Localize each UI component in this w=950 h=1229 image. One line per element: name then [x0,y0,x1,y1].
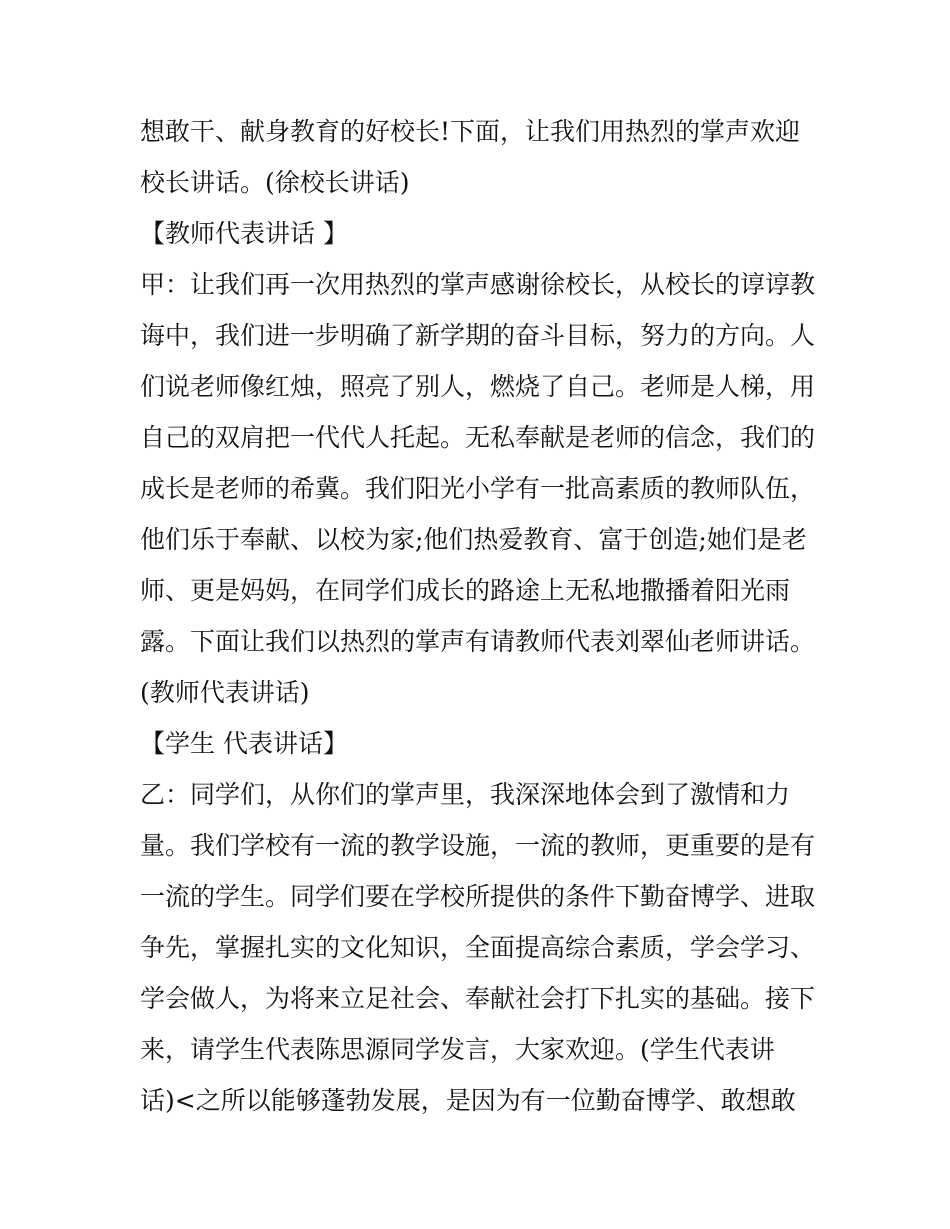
text-line: 来，请学生代表陈思源同学发言，大家欢迎。(学生代表讲 [140,1035,775,1064]
section-heading: 【教师代表讲话 】 [140,219,348,248]
text-line: 露。下面让我们以热烈的掌声有请教师代表刘翠仙老师讲话。 [140,627,816,656]
text-line: 校长讲话。(徐校长讲话) [140,168,410,197]
text-line: 话)<之所以能够蓬勃发展，是因为有一位勤奋博学、敢想敢 [140,1086,796,1115]
text-line: 自己的双肩把一代代人托起。无私奉献是老师的信念，我们的 [140,423,816,452]
text-line: 乙：同学们，从你们的掌声里，我深深地体会到了激情和力 [140,780,791,809]
text-line: 学会做人，为将来立足社会、奉献社会打下扎实的基础。接下 [140,984,816,1013]
text-line: 想敢干、献身教育的好校长!下面，让我们用热烈的掌声欢迎 [140,117,801,146]
text-line: 争先，掌握扎实的文化知识，全面提高综合素质，学会学习、 [140,933,816,962]
text-line: (教师代表讲话) [140,678,310,707]
text-line: 量。我们学校有一流的教学设施，一流的教师，更重要的是有 [140,831,816,860]
text-line: 甲：让我们再一次用热烈的掌声感谢徐校长，从校长的谆谆教 [140,270,816,299]
section-heading: 【学生 代表讲话】 [140,729,348,758]
text-line: 成长是老师的希冀。我们阳光小学有一批高素质的教师队伍， [140,474,816,503]
document-body [140,106,820,1126]
text-line: 一流的学生。同学们要在学校所提供的条件下勤奋博学、进取 [140,882,816,911]
text-line: 们说老师像红烛，照亮了别人，燃烧了自己。老师是人梯，用 [140,372,816,401]
text-line: 他们乐于奉献、以校为家;他们热爱教育、富于创造;她们是老 [140,525,807,554]
text-line: 诲中，我们进一步明确了新学期的奋斗目标，努力的方向。人 [140,321,816,350]
text-line: 师、更是妈妈，在同学们成长的路途上无私地撒播着阳光雨 [140,576,791,605]
